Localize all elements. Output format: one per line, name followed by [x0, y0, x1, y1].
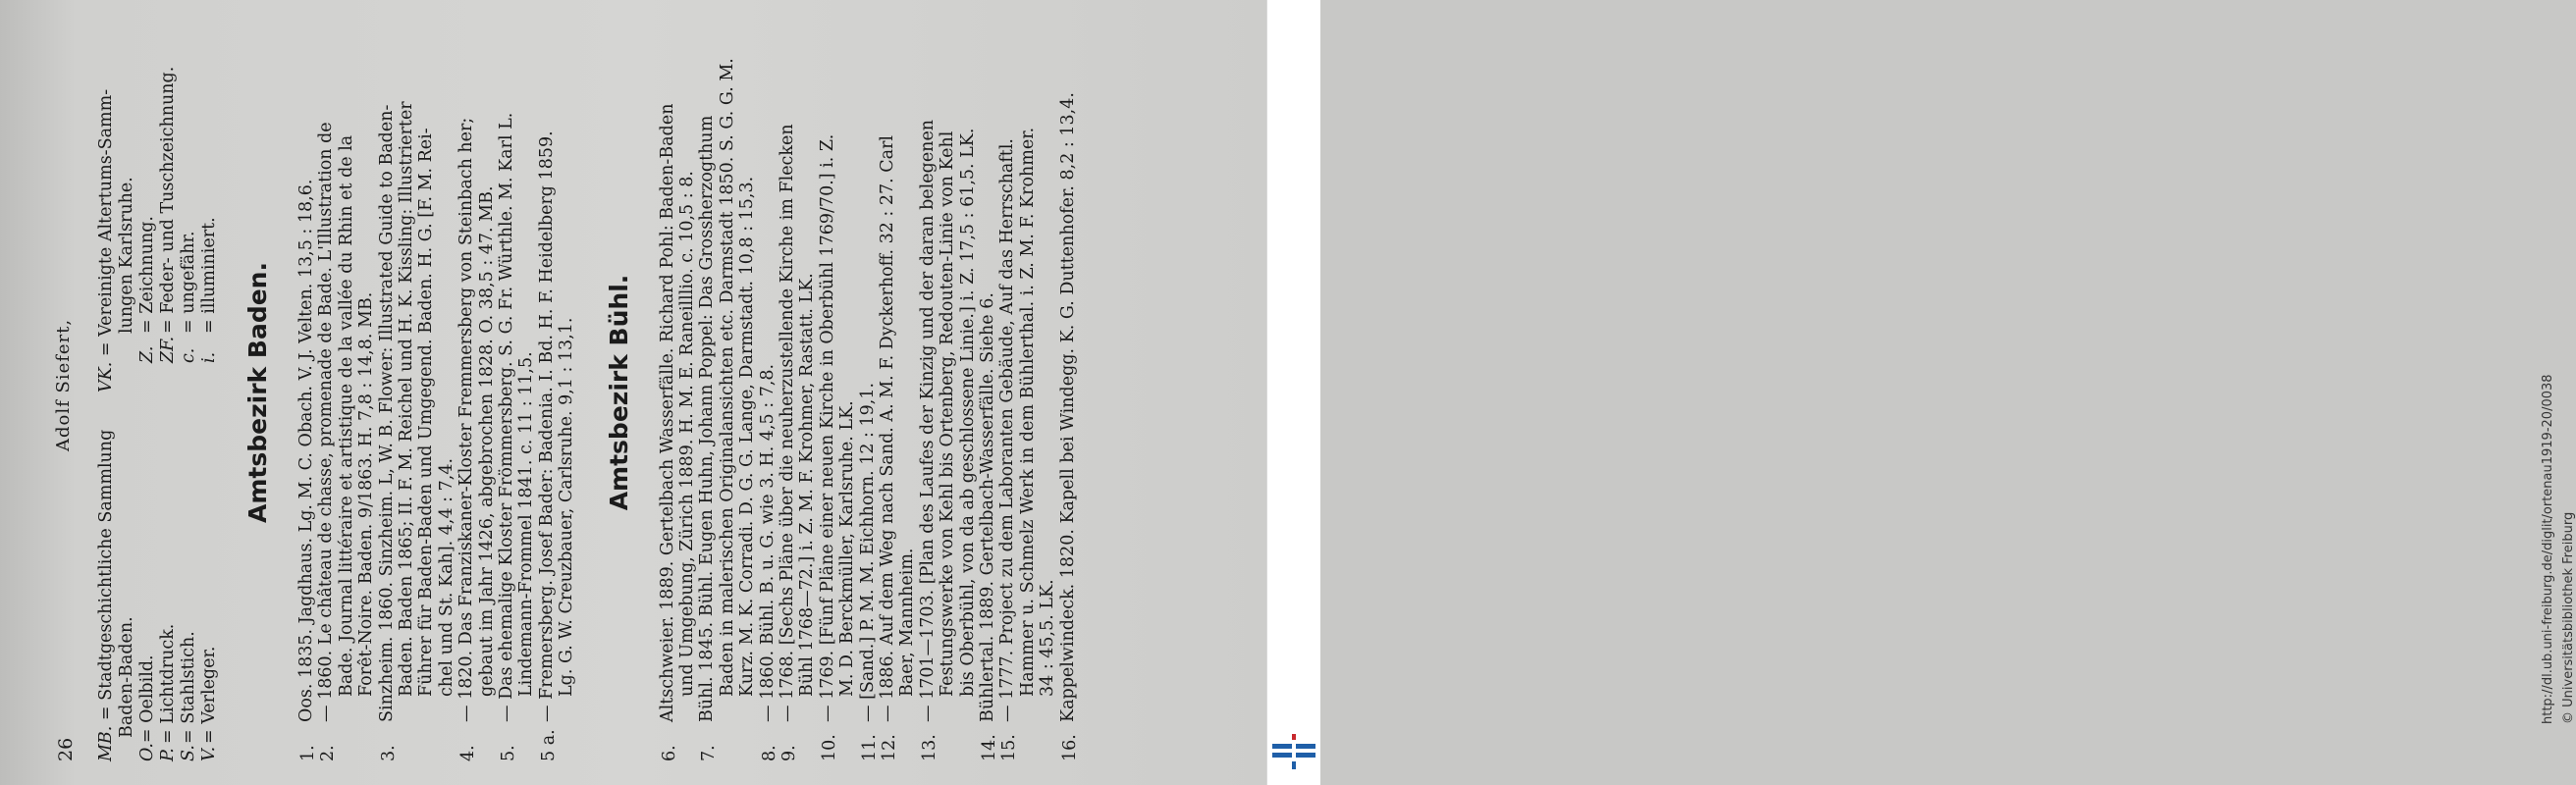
abbrev-key: VK.	[96, 361, 116, 392]
entry-number: 8.	[759, 745, 779, 761]
entry-line: Bühl 1768—72.] i. Z. M. F. Krohmer, Rastatt. LK.	[797, 273, 818, 697]
abbrev-text: = Feder- und Tuschzeichnung.	[158, 66, 178, 334]
entry-line: — 1886. Auf dem Weg nach Sand. A. M. F. Dyckerhoff. 32 : 27. Carl	[878, 134, 897, 722]
abbrev-row	[181, 231, 198, 363]
entry-line: Bühlertal. 1889. Gertelbach-Wasserfälle. Siehe 6.	[978, 292, 997, 722]
entry-number: 13.	[919, 734, 939, 761]
section-heading: Amtsbezirk Baden.	[243, 262, 272, 523]
abbrev-text: = Oelbild.	[137, 654, 157, 744]
entry-number: 7.	[699, 745, 720, 761]
entry-line: Altschweier. 1889. Gertelbach Wasserfälle. Richard Pohl: Baden-Baden	[657, 103, 677, 722]
entry-line: — Das ehemalige Kloster Frömmersberg. S. G. Fr. Würthle. M. Karl L.	[497, 112, 516, 722]
entry-line: und Umgebung, Zürich 1889. H. M. E. Raneilllio. c. 10,5 : 8.	[677, 171, 697, 697]
abbrev-text: = illuminiert.	[199, 217, 219, 334]
entry-number: 9.	[779, 745, 799, 761]
entry-number: 14.	[980, 734, 999, 761]
entry-line: Bade. Journal littéraire et artistique de la vallée du Rhin et de la	[336, 134, 356, 697]
entry-line: — 1769. [Fünf Pläne einer neuen Kirche in Oberbühl 1769/70.] i. Z.	[817, 133, 837, 722]
abbrev-text: = Zeichnung.	[137, 216, 157, 334]
entry-line: — 1768. [Sechs Pläne über die neuherzustellende Kirche im Flecken	[778, 124, 797, 722]
abbrev-text: = Lichtdruck.	[158, 623, 178, 744]
abbrev-row	[160, 67, 178, 363]
abbrev-key: ZF.	[158, 336, 178, 363]
abbrev-text: = Verleger.	[199, 646, 219, 744]
abbrev-text: = Stahlstich.	[179, 631, 198, 744]
entry-number: 15.	[999, 734, 1020, 761]
abbrev-vk	[98, 89, 116, 392]
entry-line: Forêt-Noire. Baden. 9/1863. H. 7,8 : 14,8. MB.	[356, 291, 377, 697]
entry-line: — 1860. Bühl. B. u. G. wie 3. H. 4,5 : 7,8.	[757, 363, 778, 722]
entry-line: Bühl. 1845. Bühl. Eugen Huhn, Johann Poppel: Das Grossherzogthum	[697, 115, 718, 722]
entry-line: Hammer u. Schmelz Werk in dem Bühlerthal. i. Z. M. F. Krohmer.	[1017, 127, 1038, 697]
section-heading: Amtsbezirk Bühl.	[604, 274, 633, 511]
entry-line: Lg. G. W. Creuzbauer, Carlsruhe. 9,1 : 13,1.	[557, 317, 577, 697]
abbrev-key: P.	[158, 748, 178, 761]
entry-line: Baden in malerischen Originalansichten etc. Darmstadt 1850. S. G. G. M.	[717, 58, 737, 697]
rotated-page	[0, 0, 1266, 785]
entry-line: Kappelwindeck. 1820. Kapell bei Windegg. K. G. Duttenhofer. 8,2 : 13,4.	[1057, 92, 1078, 722]
abbrev-row	[201, 217, 219, 363]
abbrev-mb-cont: Baden-Baden.	[117, 616, 136, 738]
abbrev-key: Z.	[137, 345, 157, 363]
entry-line: Baden. Baden 1865; II. F. M. Reichel und H. K. Kissling: Illustrierter	[397, 101, 416, 697]
entry-number: 6.	[659, 745, 679, 761]
abbrev-row	[139, 216, 157, 363]
abbrev-key: V.	[199, 746, 219, 761]
abbrev-row	[139, 654, 157, 761]
abbrev-text: = Vereinigte Altertums-Samm-	[96, 88, 116, 357]
abbrev-key: O.	[137, 743, 157, 761]
entry-line: — Fremersberg. Josef Bader: Badenia. I. Bd. H. F. Heidelberg 1859.	[536, 131, 557, 722]
entry-line: gebaut im Jahr 1426, abgebrochen 1828. O. 38,5 : 47. MB.	[476, 185, 497, 697]
abbrev-row	[160, 624, 178, 761]
running-head: Adolf Siefert,	[53, 318, 74, 451]
entry-number: 2.	[318, 745, 339, 761]
page-number: 26	[55, 737, 77, 761]
entry-number: 11.	[859, 734, 880, 761]
entry-number: 4.	[458, 745, 479, 761]
entry-line: — [Sand.] P. M. M. Eichhorn. 12 : 19,1.	[857, 382, 878, 722]
entry-line: Lindemann-Frommel 1841. c. 11 : 11,5.	[516, 351, 537, 697]
abbrev-key: c.	[179, 347, 198, 363]
abbrev-text: = Stadtgeschichtliche Sammlung	[96, 429, 116, 721]
entry-line: M. D. Berckmüller, Karlsruhe. LK.	[837, 400, 858, 697]
copyright-notice: © Universitätsbibliothek Freiburg	[2561, 511, 2576, 724]
entry-line: 34 : 45,5. LK.	[1038, 579, 1058, 697]
viewer-sidebar	[1266, 0, 2576, 785]
entry-number: 5.	[499, 745, 518, 761]
entry-line: — 1860. Le château de chasse, promenade de Bade. L'Illustration de	[316, 122, 337, 722]
entry-number: 10.	[819, 734, 839, 761]
entry-line: Kurz. M. K. Corradi. D. G. G. Lange, Darmstadt. 10,8 : 15,3.	[737, 176, 758, 697]
entry-number: 12.	[880, 734, 899, 761]
abbrev-text: = ungefähr.	[179, 231, 198, 334]
abbrev-row	[181, 631, 198, 761]
abbrev-row	[201, 647, 219, 762]
abbrev-key: S.	[179, 745, 198, 761]
entry-number: 1.	[298, 745, 318, 761]
entry-line: Festungswerke von Kehl bis Ortenberg, Redouten-Linie von Kehl	[938, 131, 958, 697]
entry-line: Baer, Mannheim.	[897, 548, 918, 697]
entry-line: bis Oberbühl, von da ab geschlossene Linie.] i. Z. 17,5 : 61,5. LK.	[957, 128, 978, 697]
entry-line: Oos. 1835. Jagdhaus. Lg. M. C. Obach. V. J. Velten. 13,5 : 18,6.	[296, 179, 316, 722]
abbrev-vk-cont: lungen Karlsruhe.	[117, 177, 136, 334]
abbrev-mb	[98, 430, 116, 761]
source-url[interactable]: http://dl.ub.uni-freiburg.de/diglit/ortenau1919-20/0038	[2541, 374, 2555, 724]
entry-line: chel und St. Kah]. 4,4 : 7,4.	[436, 457, 456, 697]
abbrev-key: MB.	[96, 725, 116, 761]
entry-number: 3.	[378, 745, 399, 761]
entry-number: 16.	[1059, 734, 1080, 761]
library-logo-icon	[1272, 732, 1315, 771]
page-scan	[0, 0, 1266, 785]
entry-line: — 1777. Project zu dem Laboranten Gebäude, Auf das Herrschaftl.	[997, 138, 1018, 722]
entry-line: Führer für Baden-Baden und Umgegend. Baden. H. G. [F. M. Rei-	[416, 128, 437, 697]
entry-number: 5 a.	[538, 729, 559, 761]
abbrev-key: i.	[199, 351, 219, 363]
entry-line: — 1701—1703. [Plan des Laufes der Kinzig und der daran belegenen	[917, 119, 938, 722]
entry-line: — 1820. Das Franziskaner-Kloster Fremmersberg von Steinbach her;	[456, 117, 477, 722]
entry-line: Sinzheim. 1860. Sinzheim. L, W. B. Flower: Illustrated Guide to Baden-	[376, 104, 397, 722]
